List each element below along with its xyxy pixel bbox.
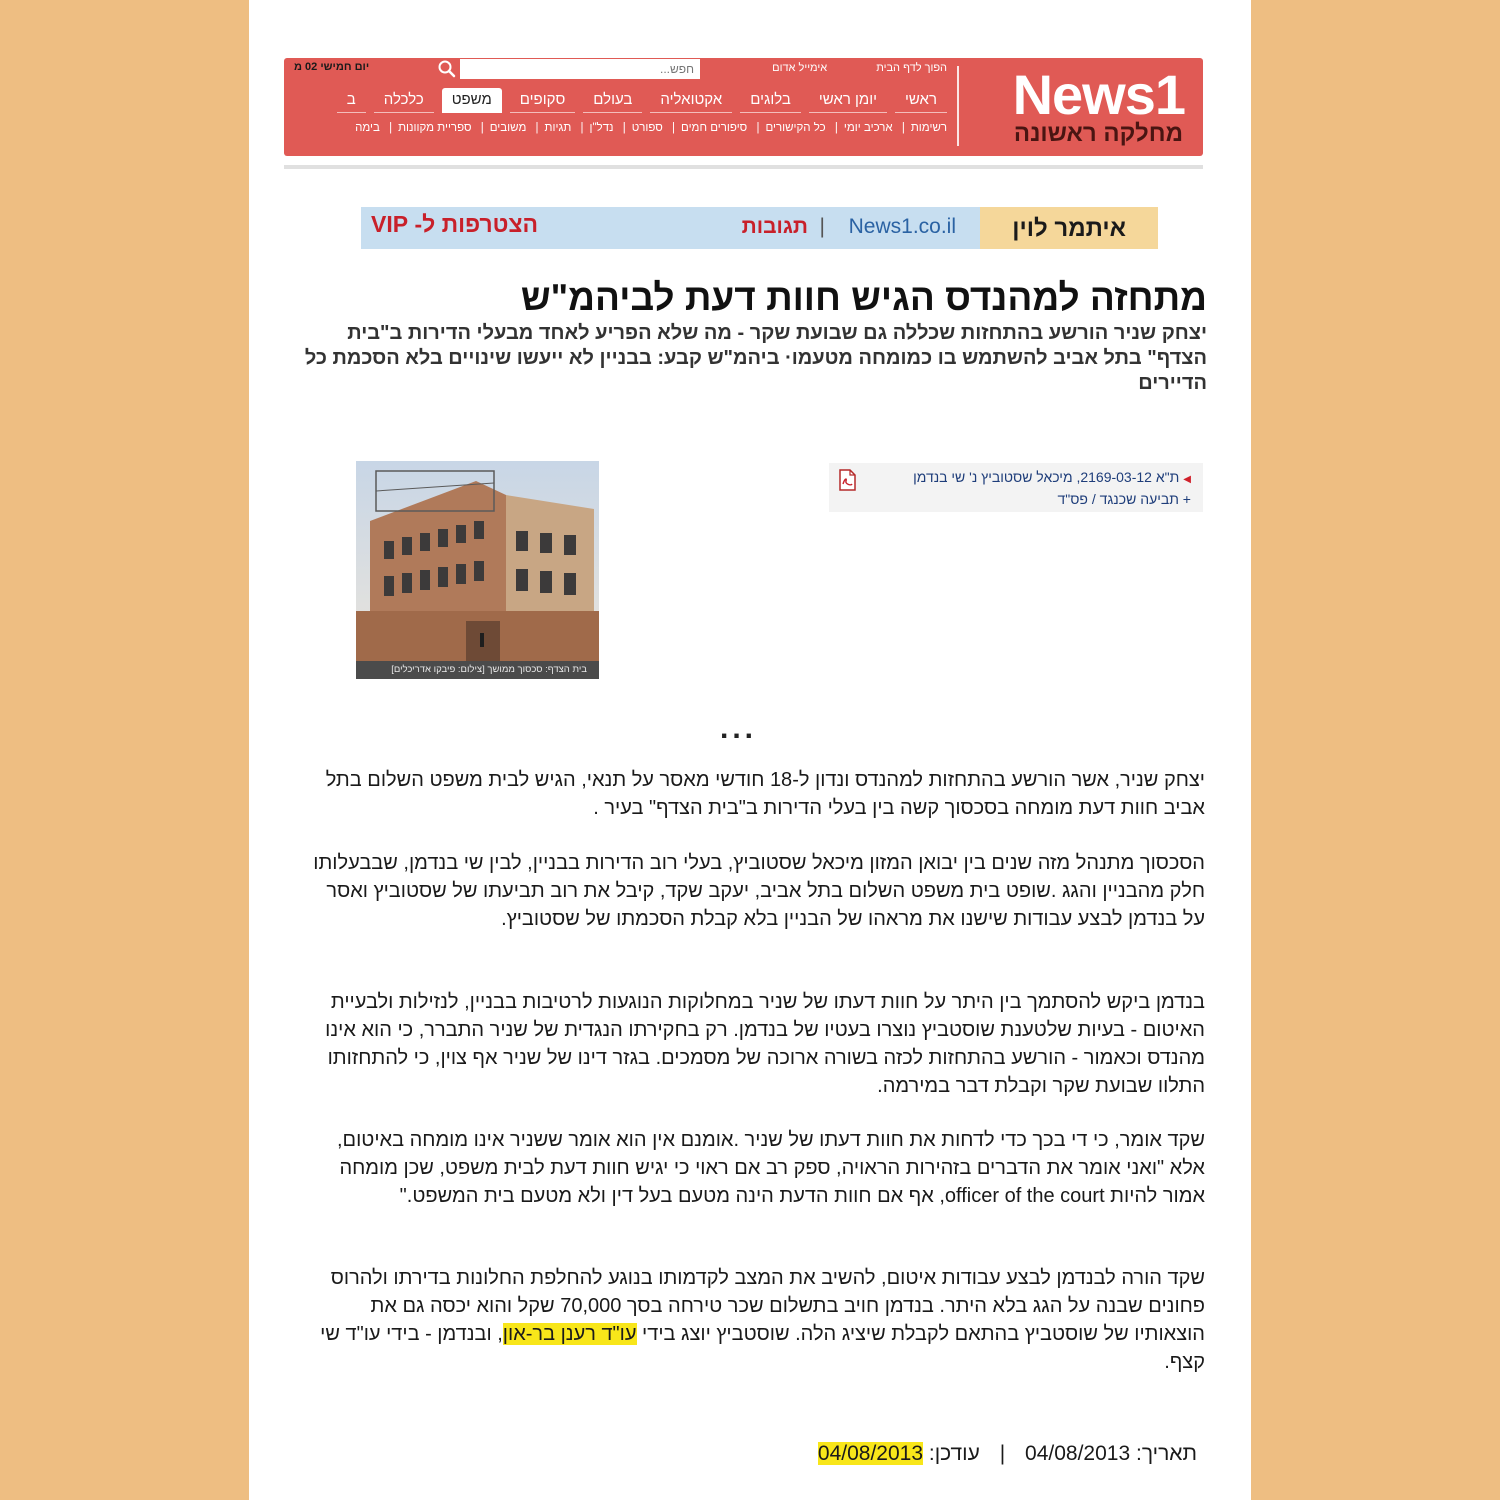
updated-value: 04/08/2013	[817, 1442, 924, 1465]
case-reference[interactable]	[913, 469, 1191, 485]
banner-separator: |	[819, 215, 825, 238]
tab-blogs[interactable]: בלוגים	[740, 88, 801, 113]
footer-separator: |	[999, 1442, 1006, 1465]
article-subhead: יצחק שניר הורשע בהתחזות שכללה גם שבועת שקר - מה שלא הפריע לאחד מבעלי הדירות ב"בית הצדף" בתל אביב להשתמש בו כמומחה מטעמו· ביהמ"ש קבע: בבניין לא ייעשו שינויים בלא הסכמת כל הדיירים	[304, 322, 1207, 394]
date-value: 04/08/2013	[1025, 1442, 1131, 1465]
sub-link[interactable]: ספריית מקוונות	[398, 122, 472, 134]
article-paragraph: שקד אומר, כי די בכך כדי לדחות את חוות דעתו של שניר .אומנם אין הוא אומר ששניר אינו מומחה באיטום, אלא "ואני אומר את הדברים בזהירות הראויה, ספק רב אם ראוי כי יגיש חוות דעת לבית משפט, שכן מומחה אמור להיות officer of the court, אף אם חוות הדעת הינה מטעם בעל דין ולא מטעם בית המשפט."	[336, 1129, 1205, 1207]
author-name: איתמר לוין	[980, 207, 1158, 249]
search-box	[460, 59, 700, 79]
updated-label: עודכן:	[928, 1442, 980, 1465]
site-header	[284, 58, 1203, 156]
date-label: יום חמישי 02 מ	[294, 61, 370, 73]
header-divider	[284, 165, 1203, 169]
top-links	[726, 62, 947, 74]
site-logo[interactable]	[969, 62, 1189, 150]
top-link-red-email[interactable]: אימייל אדום	[772, 62, 828, 74]
document-page	[249, 0, 1251, 1500]
article-paragraph	[299, 1264, 1205, 1376]
article-dates	[818, 1442, 1197, 1466]
sub-link[interactable]: תגיות	[544, 122, 572, 134]
sub-link[interactable]: ספורט	[631, 122, 663, 134]
article-photo	[356, 461, 599, 679]
site-link[interactable]: News1.co.il	[848, 215, 956, 238]
article-paragraph: יצחק שניר, אשר הורשע בהתחזות למהנדס ונדון ל-18 חודשי מאסר על תנאי, הגיש לבית משפט השלום בתל אביב חוות דעת מומחה בסכסוך קשה בין בעלי הדירות ב"בית הצדף" בעיר .	[325, 769, 1205, 819]
tab-law[interactable]: משפט	[442, 88, 502, 113]
article-paragraph: בנדמן ביקש להסתמך בין היתר על חוות דעתו של שניר במחלוקות הנוגעות לרטיבות בבניין, לנזילות ולבעיית האיטום - בעיות שלטענת שוסטביץ נוצרו בעטיו של בנדמן. רק בחקירתו הנגדית של שניר התברר, כי הוא אינו מהנדס וכאמור - הורשע בהתחזות לכזה בשורה ארוכה של מסמכים. בגזר דינו של שניר אף צוין, כי להתחזותו התלוו שבועת שקר וקבלת דבר במירמה.	[325, 991, 1205, 1097]
sub-nav-links: רשימות| ארכיב יומי| כל הקישורים| סיפורים חמים| ספורט| נדל"ן| תגיות| משובים| ספריית מקוונות| בימה	[355, 122, 947, 134]
logo-subtitle: מחלקה ראשונה	[1013, 120, 1183, 147]
logo-brand: News1	[1012, 63, 1185, 126]
tab-scoops[interactable]: סקופים	[510, 88, 576, 113]
sub-link[interactable]: כל הקישורים	[765, 122, 826, 134]
author-banner	[361, 207, 1158, 249]
search-icon[interactable]	[436, 58, 458, 80]
sub-link[interactable]: נדל"ן	[589, 122, 614, 134]
vip-join-link[interactable]: הצטרפות ל- VIP	[371, 211, 539, 237]
sub-link[interactable]: סיפורים חמים	[681, 122, 748, 134]
highlighted-lawyer-name: עו"ד רענן בר-און	[502, 1323, 637, 1345]
main-nav-tabs	[282, 88, 947, 116]
logo-divider	[957, 66, 959, 146]
tab-home[interactable]: ראשי	[895, 88, 947, 113]
tab-economy[interactable]: כלכלה	[374, 88, 434, 113]
sub-link[interactable]: משובים	[489, 122, 527, 134]
article-headline: מתחזה למהנדס הגיש חוות דעת לביהמ"ש	[520, 277, 1207, 318]
sub-link[interactable]: רשימות	[910, 122, 947, 134]
date-label: תאריך:	[1135, 1442, 1197, 1465]
search-input[interactable]	[460, 59, 700, 79]
case-info-box	[829, 463, 1203, 512]
tab-current-affairs[interactable]: אקטואליה	[650, 88, 732, 113]
top-link-homepage[interactable]: הפוך לדף הבית	[876, 62, 947, 74]
sub-link[interactable]: בימה	[355, 122, 380, 134]
ellipsis-separator: ...	[720, 712, 758, 745]
tab-world[interactable]: בעולם	[583, 88, 642, 113]
tab-main-journal[interactable]: יומן ראשי	[809, 88, 887, 113]
sub-link[interactable]: ארכיב יומי	[843, 122, 893, 134]
paragraph-text: , ובנדמן - בידי עו"ד שי קצף.	[320, 1323, 1205, 1373]
counterclaim-link[interactable]: + תביעה שכנגד / פס"ד	[1057, 491, 1191, 507]
article-paragraph: הסכסוך מתנהל מזה שנים בין יבואן המזון מיכאל שסטוביץ, בעלי רוב הדירות בבניין, לבין שי בנדמן, שבבעלותו חלק מהבניין והגג .שופט בית משפט השלום בתל אביב, יעקב שקד, קיבל את רוב תביעתו של שסטוביץ ואסר על בנדמן לבצע עבודות שישנו את מראהו של הבניין בלא קבלת הסכמתו של שסטוביץ.	[313, 852, 1205, 930]
case-reference-text: ת"א 2169-03-12, מיכאל שסטוביץ נ' שי בנדמן	[913, 469, 1180, 485]
responses-link[interactable]: תגובות	[741, 215, 808, 238]
tab-more[interactable]: ב	[337, 88, 366, 113]
pdf-icon[interactable]	[837, 469, 857, 491]
building-illustration	[356, 461, 599, 661]
paragraph-text: שקד הורה לבנדמן לבצע עבודות איטום, להשיב את המצב לקדמותו בנוגע להחלפת החלונות בדירתו ולהרוס פחונים שבנה על הגג בלא היתר. בנדמן חויב בתשלום שכר טירחה בסך 70,000 שקל והוא יכסה גם את הוצאותיו של שוסטביץ בהתאם לקבלת שיציג הלה. שוסטביץ יוצג בידי	[330, 1267, 1205, 1345]
photo-caption: בית הצדף: סכסוך ממושך [צילום: פיבקו אדריכלים]	[356, 661, 599, 679]
arrow-icon: ◀	[1183, 474, 1191, 485]
